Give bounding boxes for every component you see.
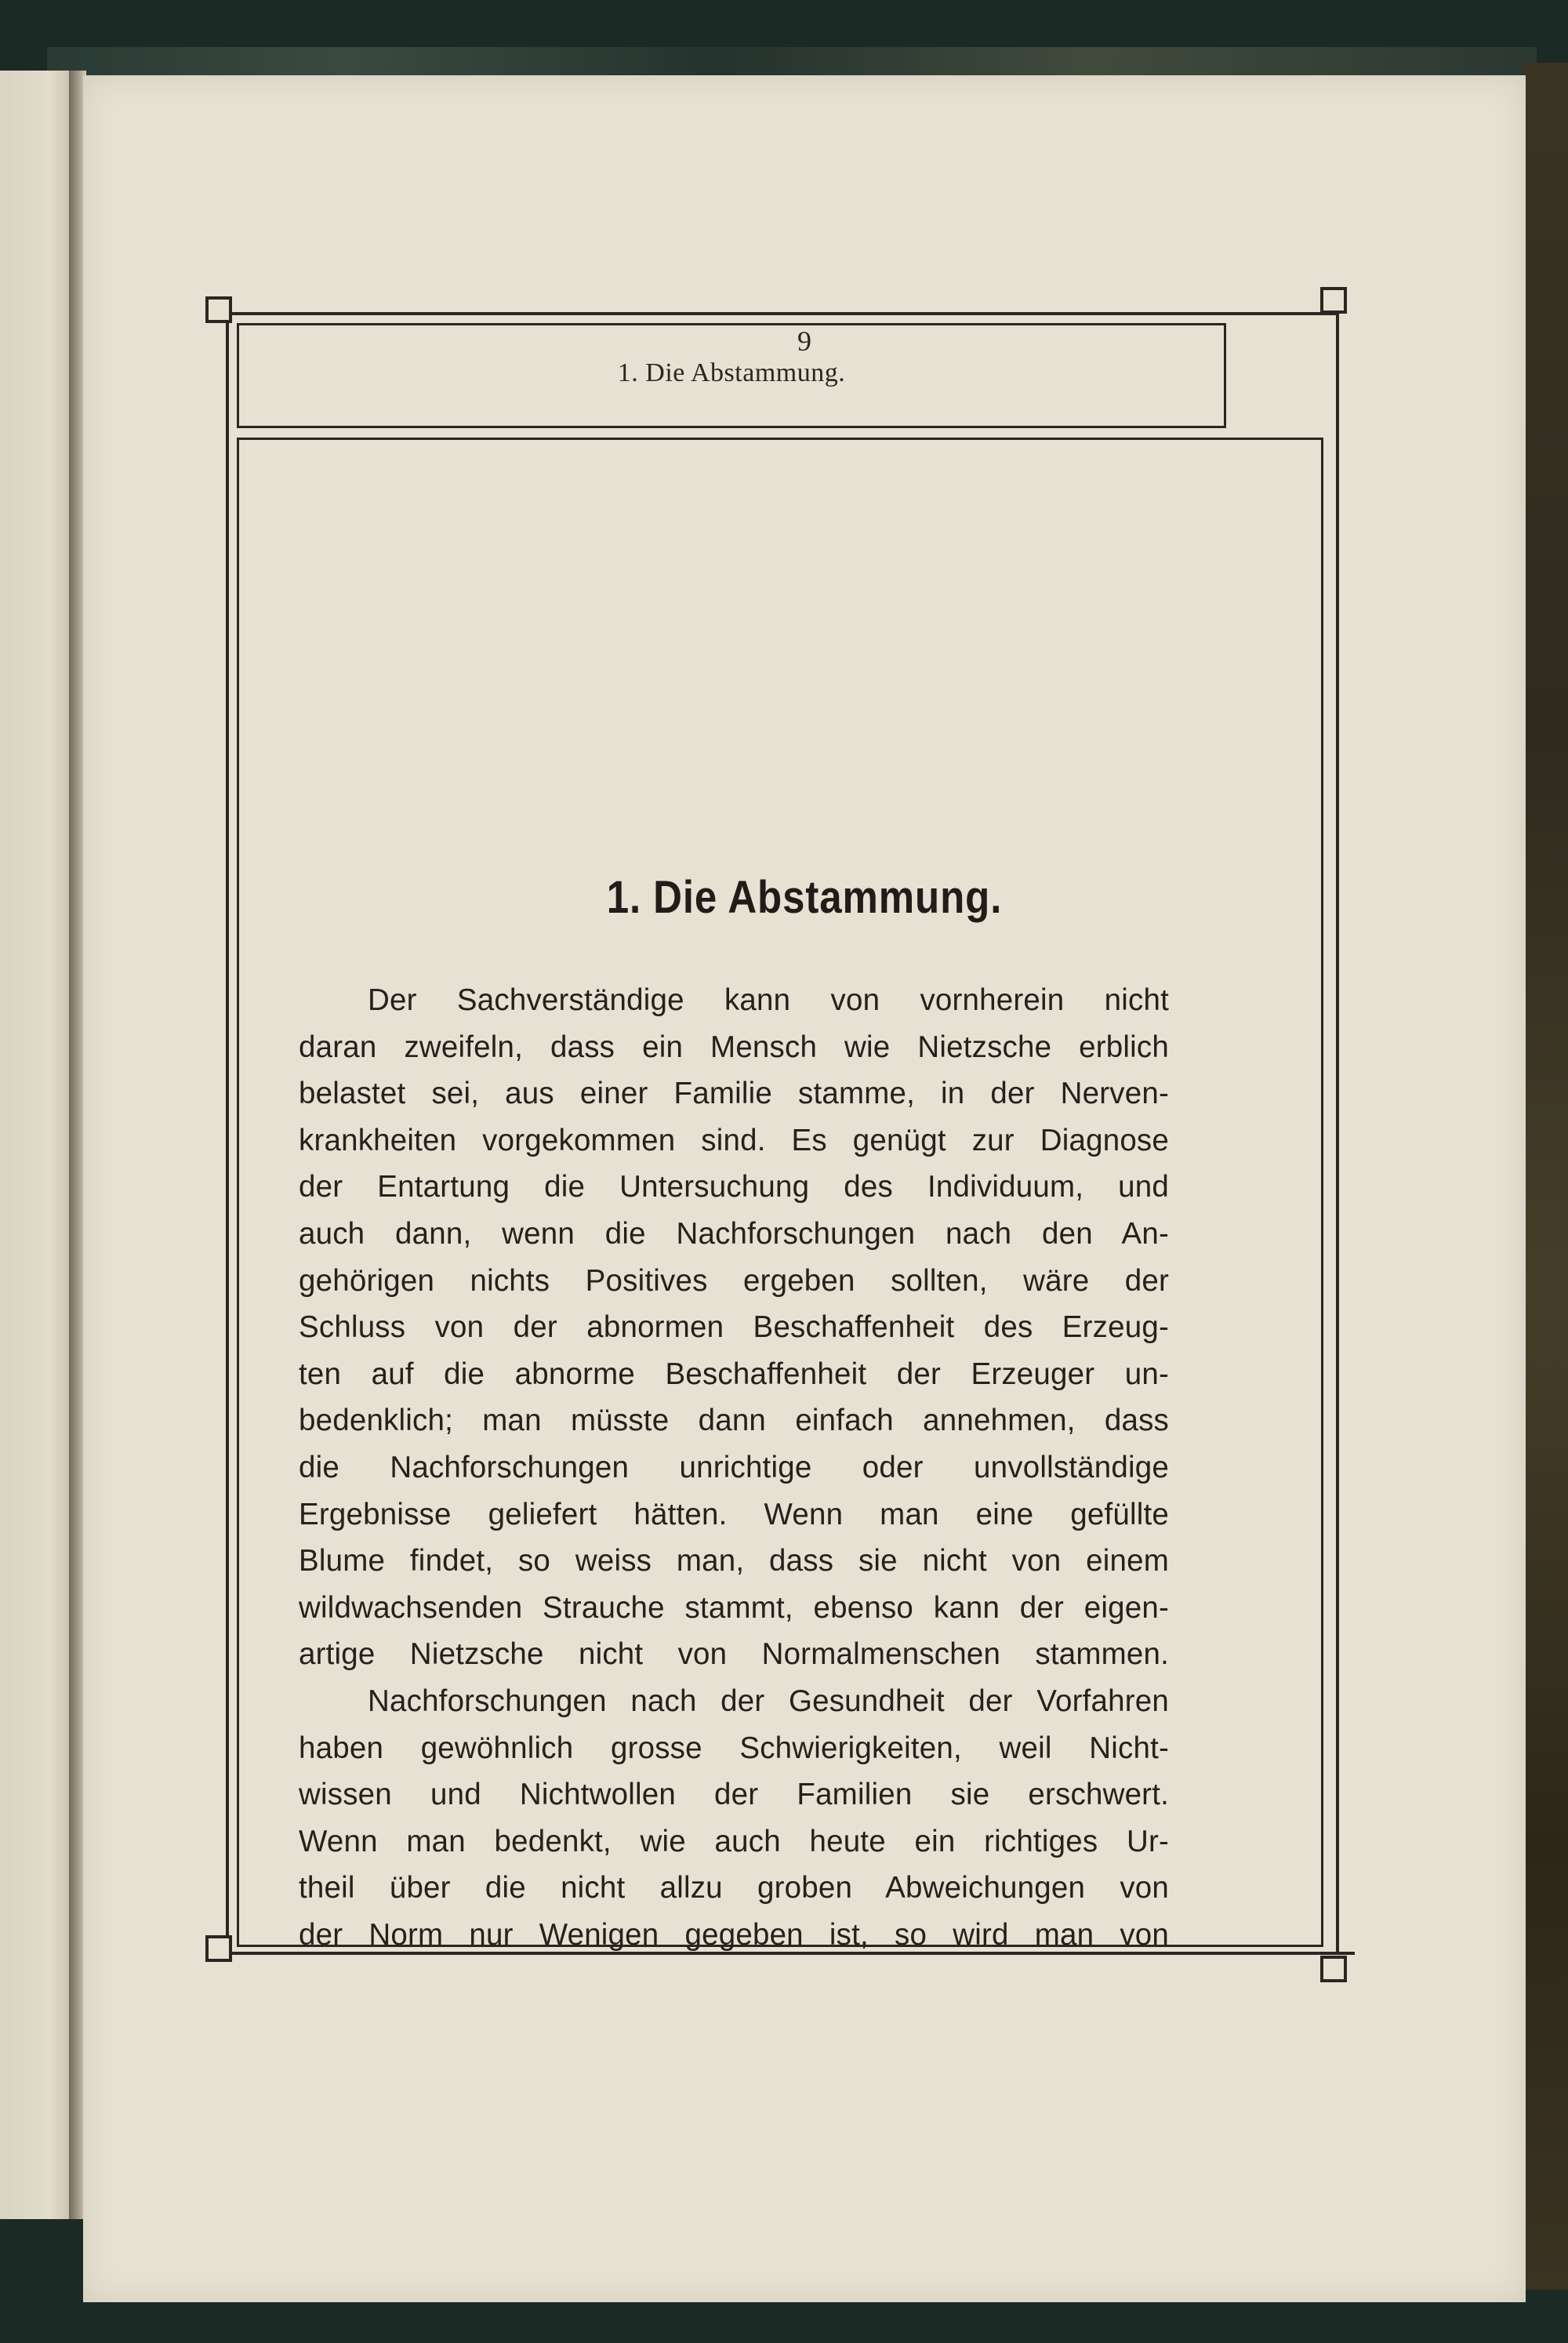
corner-ornament-top-right <box>1320 287 1347 314</box>
text-line: krankheiten vorgekommen sind. Es genügt zur Diagnose <box>299 1123 1169 1157</box>
text-line: bedenklich; man müsste dann einfach annehmen, dass <box>299 1404 1169 1438</box>
text-line: daran zweifeln, dass ein Mensch wie Nietzsche erblich <box>299 1030 1169 1064</box>
facing-page <box>0 71 71 2219</box>
book-binding-edge <box>1523 63 1568 2290</box>
text-line: wissen und Nichtwollen der Familien sie erschwert. <box>299 1778 1169 1812</box>
body-text <box>299 977 1169 1958</box>
text-line: der Norm nur Wenigen gegeben ist, so wird man von <box>299 1917 1169 1952</box>
text-line: Nachforschungen nach der Gesundheit der Vorfahren <box>368 1684 1169 1718</box>
text-line: Ergebnisse geliefert hätten. Wenn man eine gefüllte <box>299 1497 1169 1531</box>
text-line: auch dann, wenn die Nachforschungen nach den An- <box>299 1216 1169 1251</box>
book-page <box>83 75 1526 2302</box>
text-line: artige Nietzsche nicht von Normalmenschen stammen. <box>299 1637 1169 1672</box>
chapter-title: 1. Die Abstammung. <box>606 872 1003 923</box>
page-number: 9 <box>797 325 811 357</box>
frame-left-rule <box>226 312 229 1955</box>
running-head-box <box>237 323 1226 428</box>
running-head: 1. Die Abstammung. <box>617 358 846 387</box>
text-line: theil über die nicht allzu groben Abweichungen von <box>299 1871 1169 1905</box>
book-binding-top <box>47 47 1537 78</box>
text-line: belastet sei, aus einer Familie stamme, in der Nerven- <box>299 1077 1169 1111</box>
text-line: gehörigen nichts Positives ergeben sollten, wäre der <box>299 1263 1169 1298</box>
text-line: die Nachforschungen unrichtige oder unvollständige <box>299 1450 1169 1484</box>
text-line: der Entartung die Untersuchung des Individuum, und <box>299 1170 1169 1204</box>
corner-ornament-bottom-left <box>205 1935 232 1962</box>
text-line: Blume findet, so weiss man, dass sie nicht von einem <box>299 1544 1169 1578</box>
text-line: Schluss von der abnormen Beschaffenheit des Erzeug- <box>299 1310 1169 1345</box>
frame-right-rule <box>1336 312 1339 1955</box>
text-line: haben gewöhnlich grosse Schwierigkeiten, weil Nicht- <box>299 1731 1169 1765</box>
text-line: Wenn man bedenkt, wie auch heute ein richtiges Ur- <box>299 1824 1169 1858</box>
text-line: ten auf die abnorme Beschaffenheit der Erzeuger un- <box>299 1357 1169 1391</box>
frame-top-rule <box>226 312 1339 315</box>
corner-ornament-top-left <box>205 296 232 323</box>
text-line: wildwachsenden Strauche stammt, ebenso kann der eigen- <box>299 1590 1169 1625</box>
text-line: Der Sachverständige kann von vornherein nicht <box>368 983 1169 1017</box>
corner-ornament-bottom-right <box>1320 1956 1347 1982</box>
